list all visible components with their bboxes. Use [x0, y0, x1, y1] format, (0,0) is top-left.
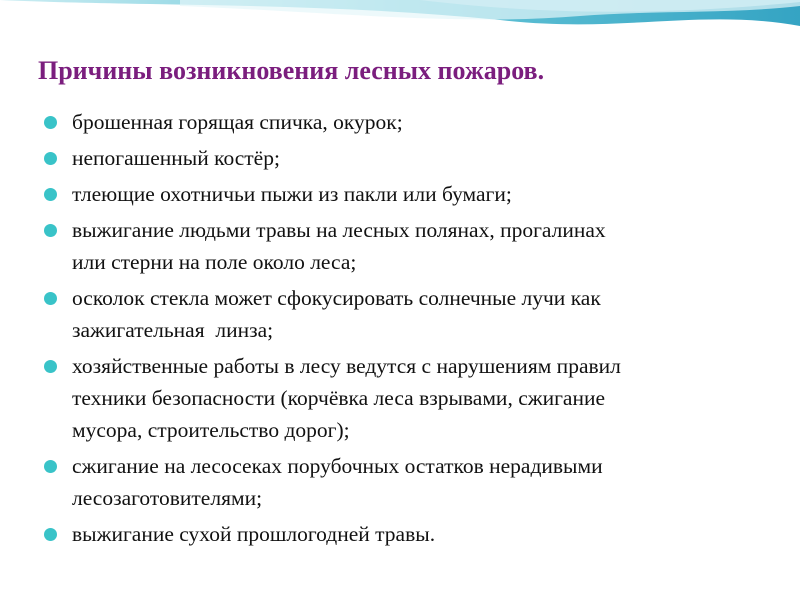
bullet-text-line: лесозаготовителями;	[72, 486, 263, 510]
bullet-text-line: непогашенный костёр;	[72, 146, 280, 170]
circle-bullet-icon	[44, 152, 57, 165]
bullet-item	[0, 282, 800, 346]
bullet-item	[0, 142, 800, 174]
bullet-item	[0, 106, 800, 138]
bullet-item	[0, 450, 800, 514]
bullet-item	[0, 214, 800, 278]
circle-bullet-icon	[44, 460, 57, 473]
bullet-text-line: мусора, строительство дорог);	[72, 418, 350, 442]
bullet-text-line: выжигание сухой прошлогодней травы.	[72, 522, 436, 546]
slide-title: Причины возникновения лесных пожаров.	[38, 56, 545, 85]
bullet-text-line: или стерни на поле около леса;	[72, 250, 357, 274]
circle-bullet-icon	[44, 528, 57, 541]
bullet-text-line: техники безопасности (корчёвка леса взрывами, сжигание	[72, 386, 606, 410]
bullet-item	[0, 178, 800, 210]
header-wave-decoration	[0, 0, 800, 45]
circle-bullet-icon	[44, 360, 57, 373]
bullet-text-line: сжигание на лесосеках порубочных остатков нерадивыми	[72, 454, 603, 478]
bullet-text-line: зажигательная линза;	[72, 318, 274, 342]
circle-bullet-icon	[44, 224, 57, 237]
circle-bullet-icon	[44, 188, 57, 201]
bullet-text-line: тлеющие охотничьи пыжи из пакли или бумаги;	[72, 182, 512, 206]
bullet-text-line: брошенная горящая спичка, окурок;	[72, 110, 403, 134]
circle-bullet-icon	[44, 116, 57, 129]
bullet-item	[0, 518, 800, 550]
circle-bullet-icon	[44, 292, 57, 305]
bullet-list	[0, 106, 800, 554]
bullet-text-line: выжигание людьми травы на лесных полянах, прогалинах	[72, 218, 606, 242]
bullet-text-line: хозяйственные работы в лесу ведутся с нарушениям правил	[72, 354, 621, 378]
bullet-text-line: осколок стекла может сфокусировать солнечные лучи как	[72, 286, 601, 310]
bullet-item	[0, 350, 800, 446]
